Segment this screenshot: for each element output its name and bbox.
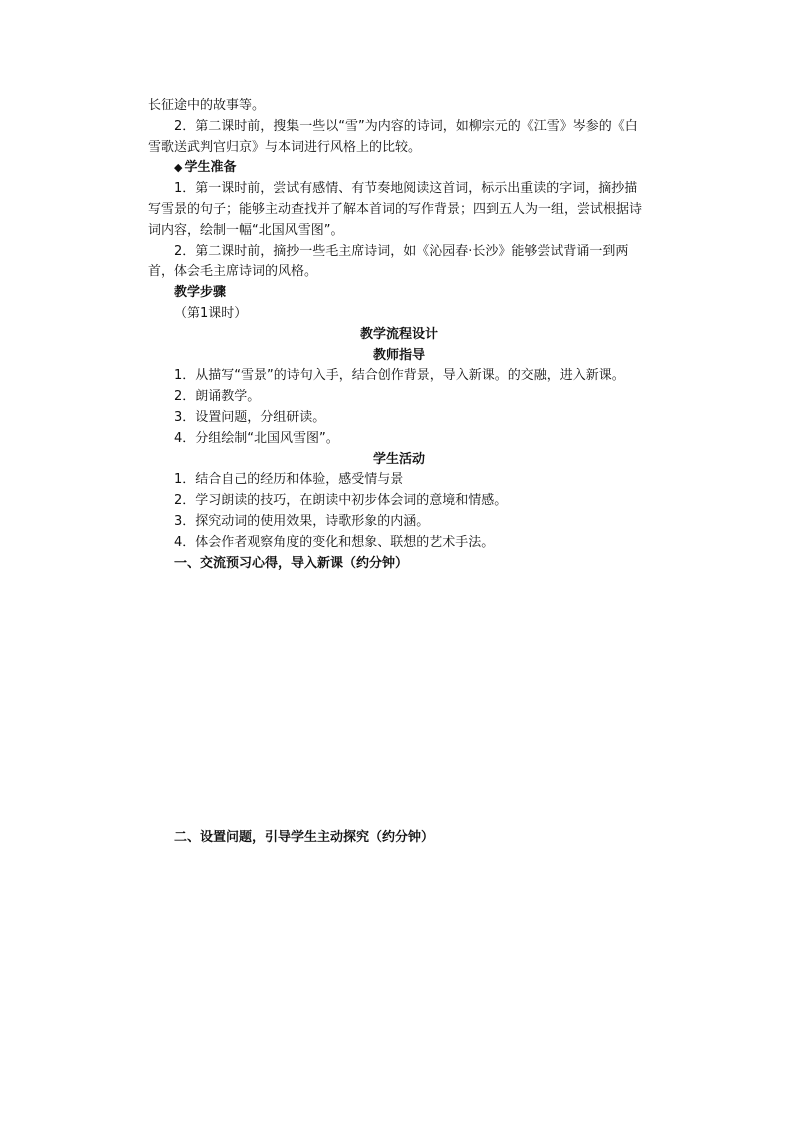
- section-heading-1: 一、交流预习心得，导入新课（约分钟）: [174, 555, 409, 571]
- paragraph-continuation: 长征途中的故事等。: [148, 98, 266, 113]
- student-activity-title: 学生活动: [372, 451, 425, 467]
- student-activity-item: 3．探究动词的使用效果，诗歌形象的内涵。: [174, 513, 430, 529]
- document-body: [148, 96, 650, 574]
- student-prep-item-1: 1．第一课时前，尝试有感情、有节奏地阅读这首词，标示出重读的字词，摘抄描写雪景的句子；能够主动查找并了解本首词的写作背景；四到五人为一组，尝试根据诗词内容，绘制一幅“北国风雪图”。: [148, 181, 643, 238]
- student-prep-heading: [148, 158, 650, 179]
- student-prep-item-2: 2．第二课时前，摘抄一些毛主席诗词，如《沁园春·长沙》能够尝试背诵一到两首，体会毛主席诗词的风格。: [148, 243, 629, 280]
- diamond-bullet-icon: ◆: [174, 161, 183, 175]
- teacher-item: 3．设置问题，分组研读。: [174, 409, 326, 425]
- teaching-steps-title: 教学步骤: [174, 285, 227, 301]
- teacher-prep-item-2: 2．第二课时前，搜集一些以“雪”为内容的诗词，如柳宗元的《江雪》岑参的《白雪歌送武判官归京》与本词进行风格上的比较。: [148, 118, 638, 155]
- teacher-item: 2．朗诵教学。: [174, 389, 261, 405]
- teacher-item: 1．从描写“雪景”的诗句入手，结合创作背景，导入新课。的交融，进入新课。: [174, 368, 625, 384]
- lesson-label: （第1课时）: [174, 305, 248, 321]
- teacher-guidance-title: 教师指导: [372, 347, 425, 363]
- section-heading-2: 二、设置问题，引导学生主动探究（约分钟）: [174, 830, 435, 845]
- flow-design-title: 教学流程设计: [359, 326, 438, 342]
- student-activity-item: 1．结合自己的经历和体验，感受情与景: [174, 472, 404, 488]
- teacher-item: 4．分组绘制“北国风雪图”。: [174, 430, 339, 446]
- student-activity-item: 4．体会作者观察角度的变化和想象、联想的艺术手法。: [174, 534, 495, 550]
- student-activity-item: 2．学习朗读的技巧，在朗读中初步体会词的意境和情感。: [174, 493, 508, 509]
- student-prep-title: 学生准备: [184, 160, 237, 176]
